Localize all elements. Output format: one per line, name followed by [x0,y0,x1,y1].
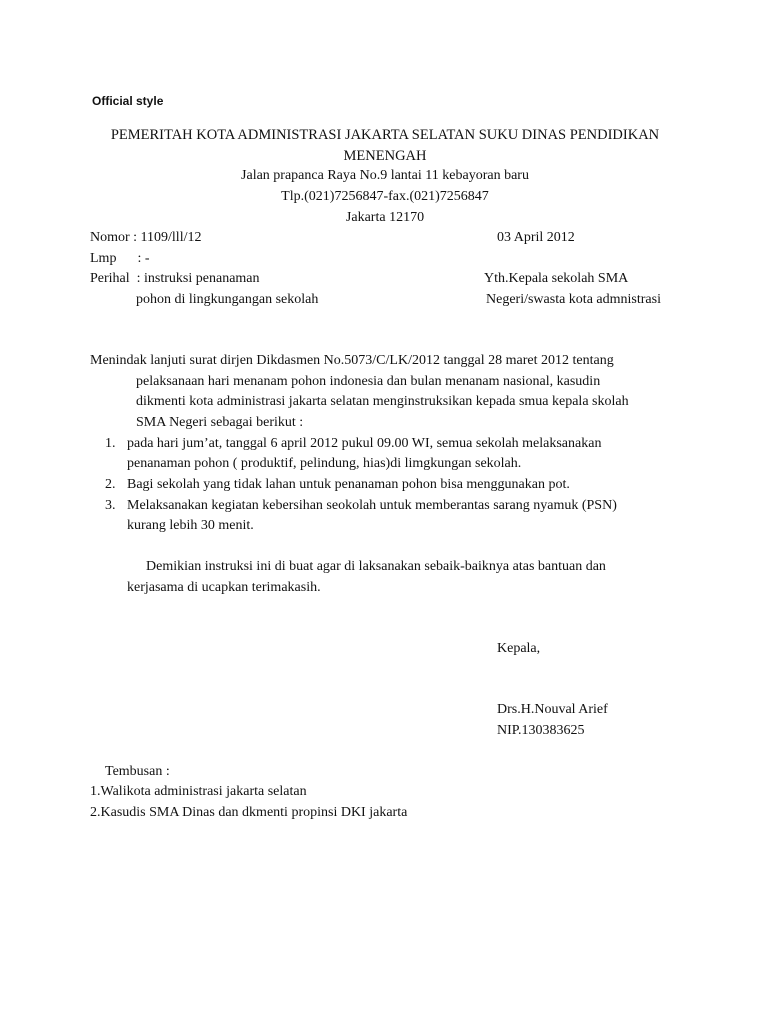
list-item-text: Melaksanakan kegiatan kebersihan seokolah untuk memberantas sarang nyamuk (PSN) [127,498,617,513]
letterhead-phone: Tlp.(021)7256847-fax.(021)7256847 [281,189,489,204]
list-item-text: kurang lebih 30 menit. [127,518,254,533]
signatory-nip: NIP.130383625 [497,723,585,738]
letterhead-title-line2: MENENGAH [343,148,427,164]
recipient-line2: Negeri/swasta kota admnistrasi [486,292,661,307]
letter-attachment: Lmp : - [90,251,150,266]
letter-number: Nomor : 1109/lll/12 [90,230,202,245]
closing-line: kerjasama di ucapkan terimakasih. [127,580,321,595]
style-label: Official style [92,94,164,108]
closing-line: Demikian instruksi ini di buat agar di laksanakan sebaik-baiknya atas bantuan dan [146,559,606,574]
letter-date: 03 April 2012 [497,230,575,245]
list-item-text: pada hari jum’at, tanggal 6 april 2012 pukul 09.00 WI, semua sekolah melaksanakan [127,436,602,451]
recipient-line1: Yth.Kepala sekolah SMA [484,271,629,286]
list-item-number: 1. [105,436,116,451]
list-item-number: 2. [105,477,116,492]
letter-subject-cont: pohon di lingkungangan sekolah [136,292,319,307]
list-item-text: Bagi sekolah yang tidak lahan untuk penanaman pohon bisa menggunakan pot. [127,477,570,492]
list-item-number: 3. [105,498,116,513]
body-intro-line: pelaksanaan hari menanam pohon indonesia dan bulan menanam nasional, kasudin [136,374,601,389]
body-intro-line: dikmenti kota administrasi jakarta selatan menginstruksikan kepada smua kepala skolah [136,394,629,409]
cc-item: 2.Kasudis SMA Dinas dan dkmenti propinsi DKI jakarta [90,805,408,820]
signatory-name: Drs.H.Nouval Arief [497,702,608,717]
letterhead-title-line1: PEMERITAH KOTA ADMINISTRASI JAKARTA SELATAN SUKU DINAS PENDIDIKAN [110,127,660,143]
list-item-text: penanaman pohon ( produktif, pelindung, hias)di limgkungan sekolah. [127,456,522,471]
letter-subject: Perihal : instruksi penanaman [90,271,260,286]
signature-title: Kepala, [497,641,541,656]
letterhead-city: Jakarta 12170 [345,210,425,225]
body-intro-line: Menindak lanjuti surat dirjen Dikdasmen No.5073/C/LK/2012 tanggal 28 maret 2012 tentang [90,353,614,368]
cc-heading: Tembusan : [105,764,170,779]
cc-item: 1.Walikota administrasi jakarta selatan [90,784,307,799]
body-intro-line: SMA Negeri sebagai berikut : [136,415,304,430]
letterhead-address: Jalan prapanca Raya No.9 lantai 11 kebayoran baru [241,168,529,183]
